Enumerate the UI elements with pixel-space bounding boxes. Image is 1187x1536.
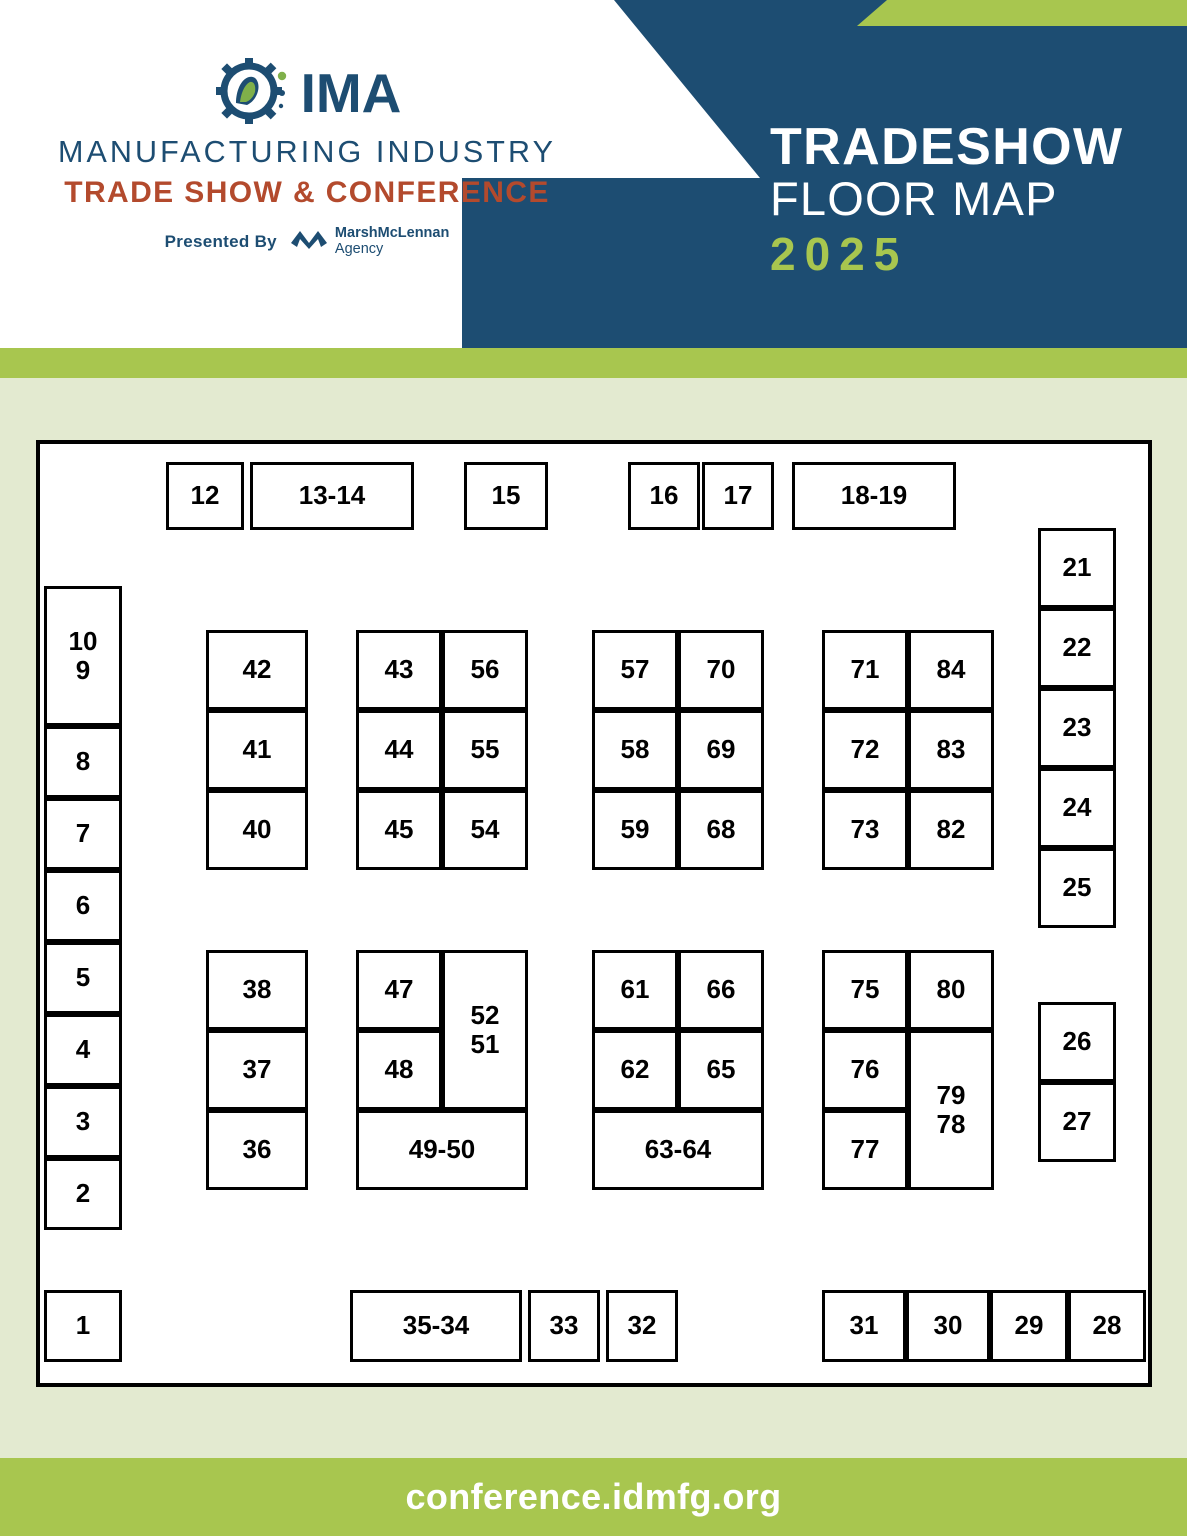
booth[interactable] <box>44 1014 122 1086</box>
sponsor-name <box>335 226 449 256</box>
booth-label: 66 <box>706 974 736 1005</box>
booth[interactable] <box>592 1030 678 1110</box>
booth-label: 24 <box>1062 792 1092 823</box>
booth[interactable] <box>678 790 764 870</box>
booth-label: 68 <box>706 814 736 845</box>
booth-label: 33 <box>549 1310 579 1341</box>
booth-label: 79 <box>936 1079 966 1110</box>
booth[interactable] <box>592 630 678 710</box>
booth-label: 70 <box>706 654 736 685</box>
brand-line-2: TRADE SHOW & CONFERENCE <box>64 176 550 209</box>
booth-label: 44 <box>384 734 414 765</box>
marsh-mclennan-logo-icon <box>289 226 329 257</box>
booth-label: 28 <box>1092 1310 1122 1341</box>
logo-row <box>0 58 614 129</box>
booth[interactable] <box>592 790 678 870</box>
booth-label: 47 <box>384 974 414 1005</box>
booth-label: 48 <box>384 1054 414 1085</box>
booth-label: 49-50 <box>408 1134 476 1165</box>
booth[interactable] <box>1038 1082 1116 1162</box>
brand-line-1: MANUFACTURING INDUSTRY <box>57 135 557 169</box>
booth-label: 4 <box>75 1034 91 1065</box>
booth-label: 15 <box>491 480 521 511</box>
booth[interactable] <box>678 1030 764 1110</box>
booth[interactable] <box>822 1110 908 1190</box>
booth-label: 5 <box>75 962 91 993</box>
booth-label: 45 <box>384 814 414 845</box>
booth[interactable] <box>822 630 908 710</box>
booth-label: 16 <box>649 480 679 511</box>
booth-label: 62 <box>620 1054 650 1085</box>
booth[interactable] <box>350 1290 522 1362</box>
sponsor-name-line1: MarshMcLennan <box>334 225 450 242</box>
booth-label: 73 <box>850 814 880 845</box>
booth-label: 78 <box>936 1109 966 1139</box>
page-header <box>0 0 1187 348</box>
booth[interactable] <box>822 710 908 790</box>
booth-label: 18-19 <box>840 480 908 511</box>
booth[interactable] <box>206 790 308 870</box>
booth[interactable] <box>44 1158 122 1230</box>
booth[interactable] <box>678 950 764 1030</box>
booth-label: 32 <box>627 1310 657 1341</box>
booth[interactable] <box>908 1030 994 1190</box>
presented-by-block <box>0 226 614 257</box>
sponsor-name-line2: Agency <box>334 240 384 257</box>
booth-label: 31 <box>849 1310 879 1341</box>
booth-label: 17 <box>723 480 753 511</box>
brand-logo <box>0 58 614 257</box>
booth[interactable] <box>592 950 678 1030</box>
booth-label: 65 <box>706 1054 736 1085</box>
booth[interactable] <box>822 1290 906 1362</box>
booth[interactable] <box>44 726 122 798</box>
booth[interactable] <box>206 950 308 1030</box>
booth[interactable] <box>592 1110 764 1190</box>
booth[interactable] <box>1038 768 1116 848</box>
booth-label: 27 <box>1062 1106 1092 1137</box>
booth-label: 13-14 <box>298 480 366 511</box>
booth[interactable] <box>356 790 442 870</box>
booth-label: 29 <box>1014 1310 1044 1341</box>
booth-label: 57 <box>620 654 650 685</box>
booth[interactable] <box>44 1086 122 1158</box>
booth-label: 83 <box>936 734 966 765</box>
booth[interactable] <box>1038 1002 1116 1082</box>
booth-label: 36 <box>242 1134 272 1165</box>
booth-label: 52 <box>470 999 500 1030</box>
booth-label: 41 <box>242 734 272 765</box>
booth[interactable] <box>1038 688 1116 768</box>
booth-label: 63-64 <box>644 1134 712 1165</box>
booth[interactable] <box>908 790 994 870</box>
booth[interactable] <box>628 462 700 530</box>
booth[interactable] <box>908 630 994 710</box>
booth-label: 75 <box>850 974 880 1005</box>
page-footer <box>0 1458 1187 1536</box>
conference-url[interactable]: conference.idmfg.org <box>405 1476 782 1517</box>
booth[interactable] <box>606 1290 678 1362</box>
header-lime-divider <box>0 348 1187 378</box>
booth[interactable] <box>464 462 548 530</box>
booth-label: 77 <box>850 1134 880 1165</box>
booth-label: 37 <box>242 1054 272 1085</box>
booth[interactable] <box>442 630 528 710</box>
booth-label: 72 <box>850 734 880 765</box>
booth-label: 80 <box>936 974 966 1005</box>
title-line-2: FLOOR MAP <box>770 172 1058 226</box>
exhibit-floor <box>36 440 1152 1387</box>
booth-label: 12 <box>190 480 220 511</box>
booth-label: 61 <box>620 974 650 1005</box>
booth[interactable] <box>990 1290 1068 1362</box>
booth[interactable] <box>206 710 308 790</box>
booth-label: 23 <box>1062 712 1092 743</box>
booth[interactable] <box>792 462 956 530</box>
booth-label: 69 <box>706 734 736 765</box>
booth-label: 76 <box>850 1054 880 1085</box>
booth[interactable] <box>356 950 442 1030</box>
booth-label: 6 <box>75 890 91 921</box>
booth[interactable] <box>1038 608 1116 688</box>
booth-label: 55 <box>470 734 500 765</box>
booth[interactable] <box>44 1290 122 1362</box>
booth[interactable] <box>822 1030 908 1110</box>
booth[interactable] <box>206 1110 308 1190</box>
booth[interactable] <box>356 630 442 710</box>
booth[interactable] <box>250 462 414 530</box>
booth[interactable] <box>44 942 122 1014</box>
brand-acronym: IMA <box>300 62 402 124</box>
booth[interactable] <box>822 790 908 870</box>
booth[interactable] <box>528 1290 600 1362</box>
booth-label: 84 <box>936 654 966 685</box>
booth-label: 9 <box>75 655 91 685</box>
booth-label: 43 <box>384 654 414 685</box>
booth[interactable] <box>166 462 244 530</box>
booth-label: 10 <box>68 625 98 656</box>
booth[interactable] <box>1068 1290 1146 1362</box>
booth-label: 71 <box>850 654 880 685</box>
title-year: 2025 <box>770 227 909 280</box>
booth[interactable] <box>442 710 528 790</box>
booth[interactable] <box>908 710 994 790</box>
booth-label: 51 <box>470 1029 500 1059</box>
booth[interactable] <box>44 798 122 870</box>
presented-by-label: Presented By <box>164 231 277 251</box>
booth-label: 82 <box>936 814 966 845</box>
booth[interactable] <box>356 710 442 790</box>
page-title <box>770 120 1170 279</box>
booth[interactable] <box>908 950 994 1030</box>
booth-label: 30 <box>933 1310 963 1341</box>
booth[interactable] <box>44 870 122 942</box>
booth[interactable] <box>442 950 528 1110</box>
booth-label: 7 <box>75 818 91 849</box>
booth-label: 3 <box>75 1106 91 1137</box>
booth[interactable] <box>906 1290 990 1362</box>
title-line-1: TRADESHOW <box>770 118 1124 176</box>
booth-label: 59 <box>620 814 650 845</box>
booth-label: 56 <box>470 654 500 685</box>
sponsor-logo <box>289 226 449 257</box>
booth-label: 1 <box>75 1310 91 1341</box>
booth-label: 22 <box>1062 632 1092 663</box>
booth-label: 21 <box>1062 552 1092 583</box>
booth[interactable] <box>442 790 528 870</box>
booth-label: 42 <box>242 654 272 685</box>
booth-label: 8 <box>75 746 91 777</box>
booth[interactable] <box>592 710 678 790</box>
booth[interactable] <box>678 710 764 790</box>
gear-person-icon <box>213 58 289 129</box>
booth-label: 40 <box>242 814 272 845</box>
booth[interactable] <box>1038 848 1116 928</box>
booth-label: 25 <box>1062 872 1092 903</box>
booth-label: 26 <box>1062 1026 1092 1057</box>
booth-label: 35-34 <box>402 1310 470 1341</box>
booth[interactable] <box>206 1030 308 1110</box>
booth[interactable] <box>1038 528 1116 608</box>
booth-label: 2 <box>75 1178 91 1209</box>
booth[interactable] <box>356 1110 528 1190</box>
booth[interactable] <box>206 630 308 710</box>
booth[interactable] <box>822 950 908 1030</box>
booth[interactable] <box>702 462 774 530</box>
booth[interactable] <box>44 586 122 726</box>
booth-label: 38 <box>242 974 272 1005</box>
booth-label: 54 <box>470 814 500 845</box>
booth[interactable] <box>678 630 764 710</box>
booth[interactable] <box>356 1030 442 1110</box>
booth-label: 58 <box>620 734 650 765</box>
